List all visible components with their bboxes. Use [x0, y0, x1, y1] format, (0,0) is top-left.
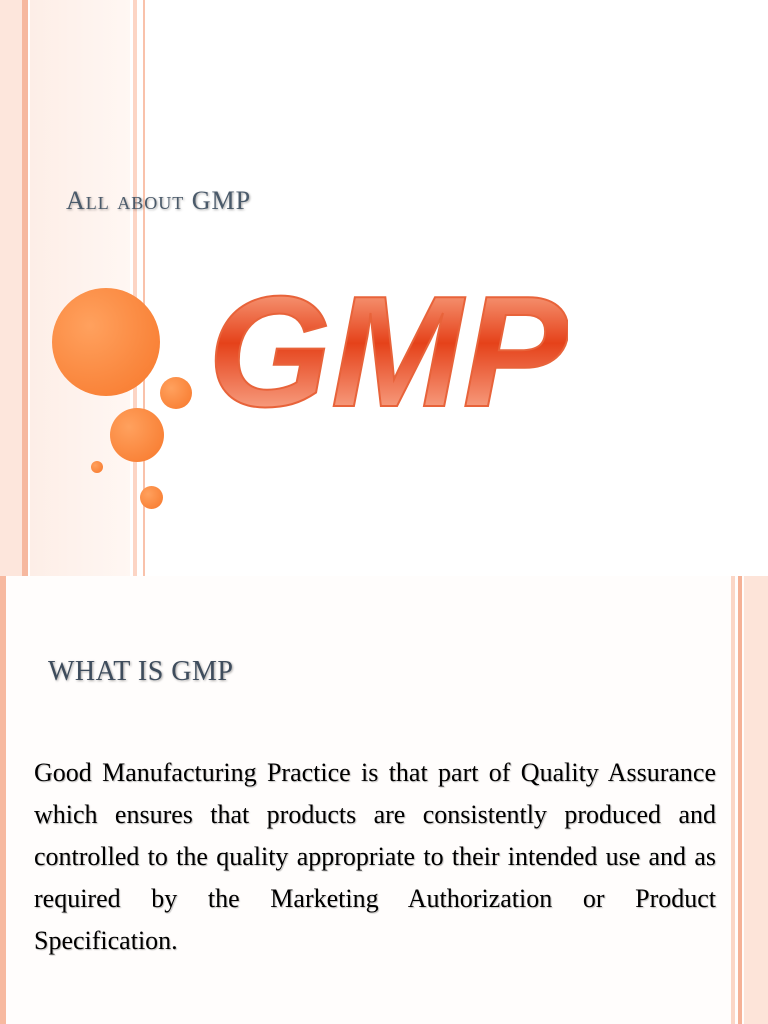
- decorative-stripe: [0, 0, 22, 576]
- slide-title-text: All about GMP: [66, 186, 252, 215]
- decorative-stripe: [22, 0, 28, 576]
- slide-definition: [0, 576, 768, 1024]
- gmp-logo-text: GMP: [208, 268, 568, 418]
- decorative-circle: [110, 408, 164, 462]
- decorative-stripe: [731, 576, 735, 1024]
- definition-paragraph: Good Manufacturing Practice is that part of Quality Assurance which ensures that products are consistently produced and controlled to the quality appropriate to their intended use and as required by the Marketing Authorization or Product Specification.: [34, 758, 716, 955]
- decorative-stripe: [0, 576, 6, 1024]
- decorative-circle: [52, 288, 160, 396]
- decorative-stripe: [744, 576, 768, 1024]
- decorative-stripe: [133, 0, 137, 576]
- gmp-logo: [208, 268, 568, 418]
- decorative-circle: [91, 461, 103, 473]
- slide-heading: WHAT IS GMP: [48, 656, 234, 687]
- decorative-circle: [160, 377, 192, 409]
- decorative-circle: [140, 486, 163, 509]
- decorative-stripe: [738, 576, 742, 1024]
